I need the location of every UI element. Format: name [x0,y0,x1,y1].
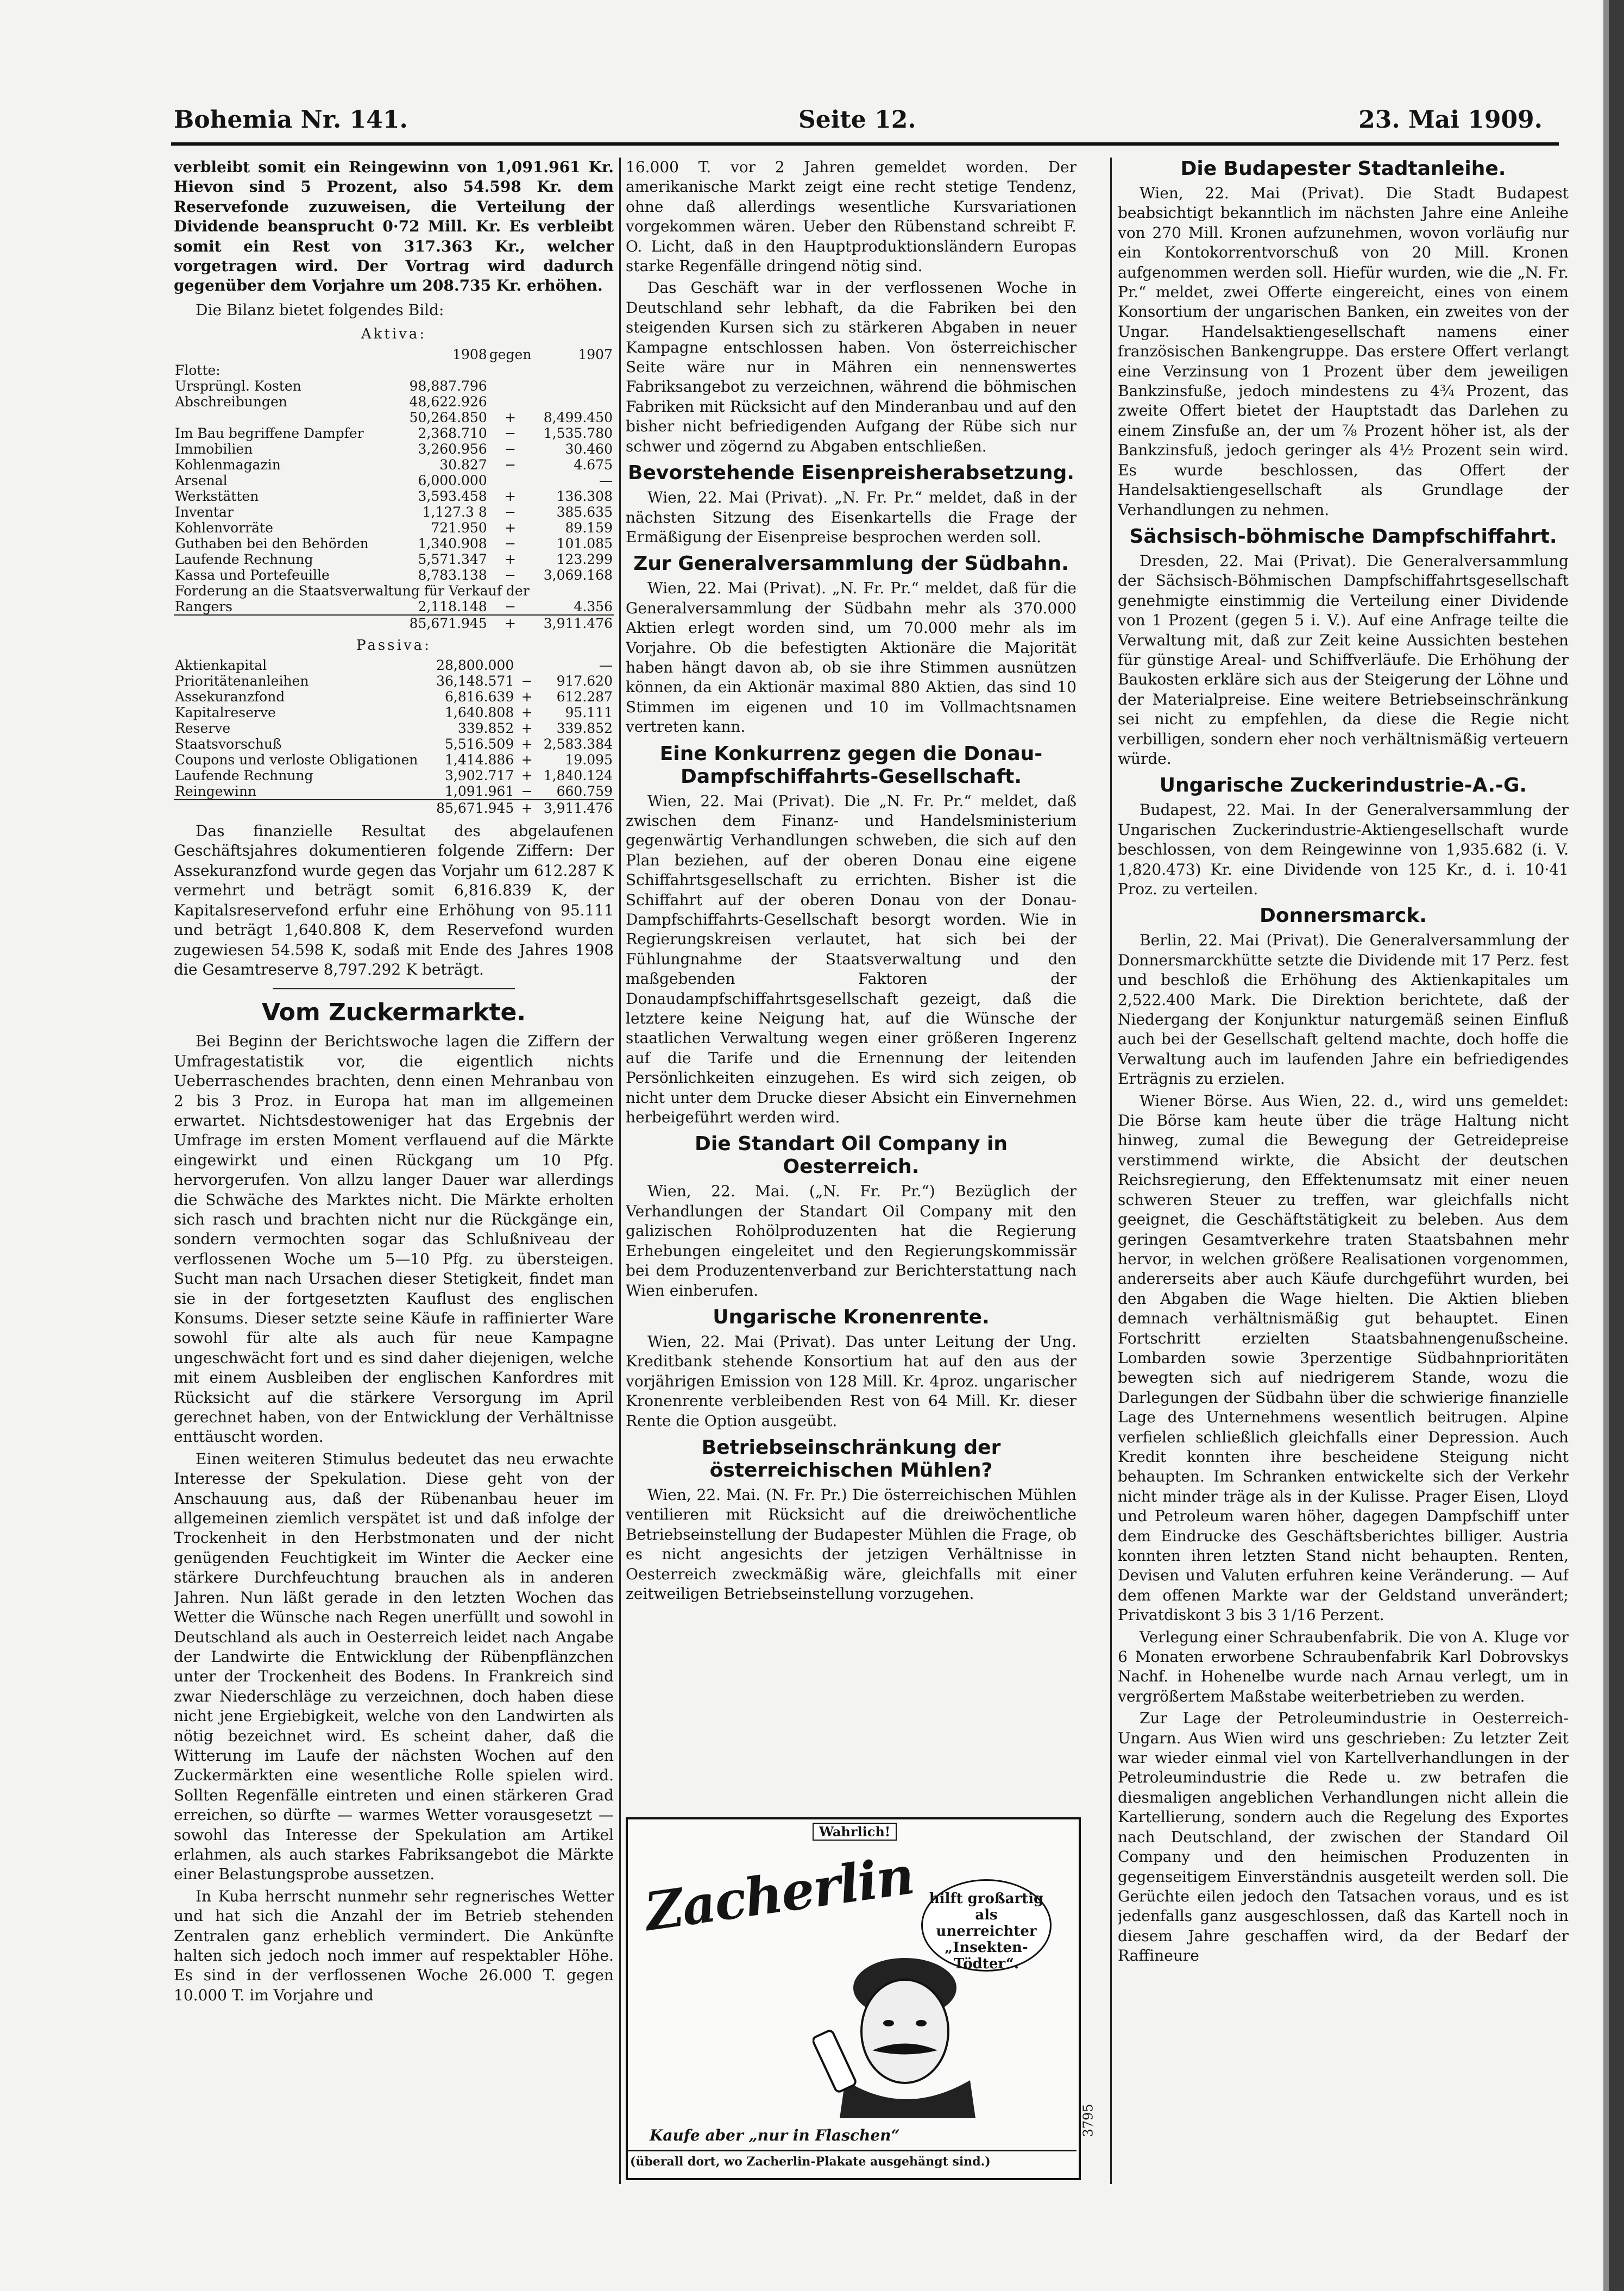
column-separator-1 [619,158,621,2184]
header-date: 23. Mai 1909. [1358,106,1543,134]
balance-value: — [599,657,613,674]
balance-row [174,583,614,599]
balance-sign: − [521,783,533,800]
balance-sign: + [505,488,517,504]
ad-man-illustration [813,1950,986,2118]
balance-label: Arsenal [175,472,228,488]
column-2 [626,158,1077,1809]
aktiva-header-row: 1908 gegen 1907 [452,346,613,362]
balance-row [174,394,614,410]
balance-value: 123.299 [556,551,613,567]
zucker-continued: 16.000 T. vor 2 Jahren gemeldet worden. Der amerikanische Markt zeigt eine recht stetige Tendenz, ohne daß allerdings wesentliche Kursvariationen vorgekommen wären. Ueber den Rübenstand schreibt F. O. Licht, daß in den Hauptproduktionsländern Europas starke Regenfälle dringend nötig sind. [626,158,1077,275]
balance-row [174,457,614,473]
balance-row [174,473,614,488]
balance-value: 50,264.850 [409,409,487,425]
kronenrente-title: Ungarische Kronenrente. [713,1305,990,1328]
passiva-title: Passiva: [356,637,431,654]
balance-sign: − [505,567,517,583]
balance-row [174,768,614,783]
aktiva-pre-rows [174,362,614,425]
balance-sign: + [521,705,533,721]
balance-sign [488,378,533,394]
balance-sign: − [505,441,517,457]
balance-row [174,720,614,736]
balance-value [532,378,614,394]
balance-value: 3,902.717 [445,768,514,784]
muehlen-text: Wien, 22. Mai. (N. Fr. Pr.) Die österreichischen Mühlen ventilieren mit Rücksicht auf die dreiwöchentliche Betriebseinstellung der Budapester Mühlen die Frage, ob es nicht angesichts der jetzigen Verhältnisse in Oesterreich zweckmäßig wäre, gleichfalls mit einer zeitweiligen Betriebseinstellung vorzugehen. [626,1485,1077,1603]
balance-row [174,488,614,504]
page-edge [1609,0,1624,2291]
balance-label: Reingewinn [175,783,257,800]
balance-row [174,567,614,583]
balance-row [174,378,614,394]
balance-value: 5,571.347 [418,551,487,567]
balance-label: Immobilien [175,441,253,457]
balance-value: 1,640.808 [445,705,514,721]
budapest-text: Wien, 22. Mai (Privat). Die Stadt Budapest beabsichtigt bekanntlich im nächsten Jahre eine Anleihe von 270 Mill. Kronen aufzunehmen, wovon vorläufig nur ein Kontokorrentvorschuß von 20 Mill. Kronen aufgenommen werden soll. Hiefür wurden, wie die „N. Fr. Pr.“ meldet, zwei Offerte eingereicht, eines von einem Konsortium der ungarischen Banken, ein zweites von der Ungar. Handelsaktiengesellschaft namens einer französischen Bankengruppe. Das erstere Offert verlangt eine Verzinsung von 1 Prozent über dem jeweiligen Bankzinsfuße, jedoch mindestens zu 4¾ Prozent, das zweite Offert bietet der Hauptstadt das Darlehen zu einem Zinsfuße an, der um ⅞ Prozent höher ist, als der Bankzinsfuß, jedoch geringer als 4½ Prozent sein wird. Es wurde beschlossen, das Offert der Handelsaktiengesellschaft als Grundlage der Verhandlungen zu nehmen. [1118,184,1569,519]
boerse-text: Wiener Börse. Aus Wien, 22. d., wird uns gemeldet: Die Börse kam heute über die träge Haltung nicht hinweg, zumal die Bewegung der Getreidepreise verstimmend wirkte, die Absicht der deutschen Reichsregierung, den Effektenumsatz mit einer neuen schweren Steuer zu treffen, war gleichfalls nicht geeignet, die Geschäftstätigkeit zu beleben. Aus dem geringen Gesamtverkehre traten Staatsbahnen mehr hervor, in welchen größere Realisationen vorgenommen, andererseits aber auch Käufe durchgeführt wurden, bei den Abgaben die Wage hielten. Die Aktien blieben demnach verhältnismäßig gut behauptet. Einen Fortschritt erzielten Staatsbahnengenußscheine. Lombarden sowie 3perzentige Südbahnprioritäten bewegten sich auf niedrigerem Stande, wozu die Darlegungen der Südbahn über die schwierige finanzielle Lage des Unternehmens wesentlich beitrugen. Alpine verfielen schließlich gleichfalls einer Depression. Auch Kredit konnten ihre bescheidene Steigung nicht behaupten. Im Schranken entwickelte sich der Verkehr nicht minder träge als in der Kulisse. Prager Eisen, Lloyd und Petroleum waren höher, dagegen Dampfschiff unter dem Eindrucke des Geschäftsberichtes billiger. Austria konnten ihren letzten Stand nicht behaupten. Renten, Devisen und Valuten erfuhren keine Veränderung. — Auf dem offenen Markte war der Geldstand unverändert; Privatdiskont 3 bis 3 1/16 Perzent. [1118,1091,1569,1624]
balance-value: 4.675 [574,456,613,473]
balance-value: 1,414.886 [445,752,514,768]
balance-value: 6,000.000 [418,472,487,488]
balance-row [174,599,614,615]
balance-sign: + [521,768,533,784]
balance-label: Coupons und verloste Obligationen [175,752,418,768]
balance-value: 339.852 [556,720,613,737]
balance-label: Kapitalreserve [175,705,276,721]
balance-label: Kassa und Portefeuille [175,567,330,583]
ad-slogan: Kaufe aber „nur in Flaschen“ [650,2126,900,2144]
oil-text: Wien, 22. Mai. („N. Fr. Pr.“) Bezüglich der Verhandlungen der Standart Oil Company mit den galizischen Rohölproduzenten hat die Regierung Erhebungen eingeleitet und den Regierungskommissär bei dem Produzentenverband zur Berichterstattung nach Wien einberufen. [626,1182,1077,1300]
balance-value: 4.356 [574,598,613,614]
balance-label: Laufende Rechnung [175,768,313,784]
balance-row [174,673,614,689]
passiva-total-row: 85,671.945 + 3,911.476 [174,800,614,816]
balance-label: Laufende Rechnung [175,551,313,567]
ad-footer-note: (überall dort, wo Zacherlin-Plakate ausgehängt sind.) [626,2150,1077,2172]
balance-value: 6,816.639 [445,689,514,705]
balance-value: 2,368.710 [418,425,487,441]
balance-label: Im Bau begriffene Dampfer [175,425,364,441]
balance-label: Assekuranzfond [175,689,285,705]
balance-row [174,410,614,425]
balance-value: 8,783.138 [418,567,487,583]
balance-value: 8,499.450 [543,409,613,425]
balance-sign: − [505,456,517,473]
aktiva-total-row: 85,671.945 + 3,911.476 [174,615,614,631]
balance-label: Rangers [175,598,232,614]
balance-sign: − [505,425,517,441]
passiva-rows [174,657,614,800]
zucker-paragraph-3: In Kuba herrscht nunmehr sehr regnerisches Wetter und hat sich die Anzahl der im Betrieb stehenden Zentralen ganz erheblich vermindert. Die Ankünfte halten sich jedoch noch immer auf respektabler Höhe. Es sind in der verflossenen Woche 26.000 T. gegen 10.000 T. im Vorjahre und [174,1887,614,2004]
balance-sign: + [521,689,533,705]
balance-row [174,689,614,705]
zucker-title: Vom Zuckermarkte. [261,999,526,1027]
bilanz-intro: Die Bilanz bietet folgendes Bild: [196,300,444,319]
balance-value: 1,127.3 8 [422,504,487,520]
oil-title: Die Standart Oil Company in Oesterreich. [695,1133,1008,1178]
balance-label: Guthaben bei den Behörden [175,535,369,551]
eisen-title: Bevorstehende Eisenpreisherabsetzung. [628,462,1074,485]
column-3 [1118,158,1569,2184]
zuckerindustrie-title: Ungarische Zuckerindustrie-A.-G. [1159,774,1527,797]
balance-value: 136.308 [556,488,613,504]
balance-label: Inventar [175,504,234,520]
ad-code: 3795 [1080,2104,1096,2137]
balance-label: Aktienkapital [175,657,267,674]
balance-value: 721.950 [431,519,487,536]
balance-sign: − [521,673,533,689]
page-header [174,106,1559,144]
balance-value: 612.287 [556,689,613,705]
balance-label: Kohlenvorräte [175,519,273,536]
schraubenfabrik-text: Verlegung einer Schraubenfabrik. Die von A. Kluge vor 6 Monaten erworbene Schraubenfabrik Karl Dobrovskys Nachf. in Hohenelbe wurde nach Arnau verlegt, um in vergrößertem Maßstabe weiterbetrieben zu werden. [1118,1628,1569,1705]
balance-value: 48,622.926 [409,393,487,410]
balance-row [174,736,614,752]
balance-label: Ursprüngl. Kosten [175,378,301,394]
balance-value: 385.635 [556,504,613,520]
zucker-paragraph-2: Einen weiteren Stimulus bedeutet das neu erwachte Interesse der Spekulation. Diese geht von der Anschauung aus, daß der Rübenanbau heuer im allgemeinen ziemlich verspätet ist und daß infolge der Trockenheit in den Herbstmonaten und der nicht genügenden Feuchtigkeit im Winter die Aecker eine stärkere Durchfeuchtung brauchen als in anderen Jahren. Nun läßt gerade in den letzten Wochen das Wetter die Wünsche nach Regen unerfüllt und sowohl in Deutschland als auch in Oesterreich leidet nach Angabe der Landwirte die Entwicklung der Rübenpflänzchen unter der Trockenheit des Bodens. In Frankreich sind zwar Niederschläge zu verzeichnen, doch haben diese nicht jene Ergiebigkeit, welche von den Landwirten als nötig bezeichnet wird. Es scheint daher, daß die Witterung im Laufe der nächsten Wochen auf den Zuckermärkten eine wesentliche Rolle spielen wird. Sollten Regenfälle eintreten und einen stärkeren Grad erreichen, so dürfte — warmes Wetter vorausgesetzt — sowohl das Interesse der Spekulation am Artikel erlahmen, als auch starkes Fabriksangebot die Märkte einer Belastungsprobe aussetzen. [174,1449,614,1884]
donnersmarck-title: Donnersmarck. [1260,905,1427,927]
balance-value: 1,340.908 [418,535,487,551]
balance-sign: − [505,535,517,551]
donnersmarck-text: Berlin, 22. Mai (Privat). Die Generalversammlung der Donnersmarckhütte setzte die Dividende mit 17 Perz. fest und beschloß die Erhöhung des Aktienkapitales um 2,522.400 Mark. Die Direktion berichtete, daß der Niedergang der Konjunktur naturgemäß seinen Einfluß auch bei der Gesellschaft geltend machte, doch hoffe die Verwaltung auch im laufenden Jahre ein befriedigendes Erträgnis zu erzielen. [1118,931,1569,1088]
ad-logo: Zacherlin [641,1844,917,1943]
balance-label: Forderung an die Staatsverwaltung für Verkauf der [175,582,530,599]
balance-label: Staatsvorschuß [175,736,282,752]
passiva-table [174,657,614,816]
balance-label: Flotte: [175,362,221,378]
balance-label: Reserve [175,720,231,737]
balance-label: Werkstätten [175,488,259,504]
balance-sign: + [505,519,517,536]
ad-speech-bubble: hilft großartig als unerreichter „Insekten-Tödter“. [921,1879,1052,1972]
balance-row [174,362,614,378]
balance-value: 2,583.384 [543,736,613,752]
balance-row [174,441,614,457]
aktiva-rows [174,425,614,615]
balance-value: 917.620 [556,673,613,689]
balance-value: 660.759 [556,783,613,800]
donau-title: Eine Konkurrenz gegen die Donau-Dampfschiffahrts-Gesellschaft. [659,742,1043,788]
balance-value: 19.095 [565,752,613,768]
balance-value: 2,118.148 [418,598,487,614]
balance-label: Kohlenmagazin [175,456,281,473]
balance-value: 3,260.956 [418,441,487,457]
zuckerindustrie-text: Budapest, 22. Mai. In der Generalversammlung der Ungarischen Zuckerindustrie-Aktiengesellschaft wurde beschlossen, von dem Reingewinne von 1,935.682 (i. V. 1,820.473) Kr. eine Dividende von 125 Kr., d. i. 10·41 Proz. zu verteilen. [1118,801,1569,898]
balance-value: 1,091.961 [445,783,514,800]
balance-value: 1,535.780 [543,425,613,441]
balance-sign [488,394,533,410]
balance-row [174,504,614,520]
balance-label: Abschreibungen [175,393,287,410]
balance-row [174,520,614,536]
balance-value: 36,148.571 [436,673,514,689]
aktiva-title: Aktiva: [361,326,427,343]
balance-sign: + [521,720,533,737]
balance-value: 28,800.000 [436,657,514,674]
balance-sign: + [521,736,533,752]
balance-value: 1,840.124 [543,768,613,784]
balance-value: 3,069.168 [543,567,613,583]
column-1 [174,158,614,2184]
aktiva-table [174,347,614,631]
budapest-title: Die Budapester Stadtanleihe. [1180,158,1506,180]
balance-value: 3,593.458 [418,488,487,504]
balance-sign: + [505,551,517,567]
suedbahn-title: Zur Generalversammlung der Südbahn. [633,553,1069,575]
balance-value: 95.111 [565,705,613,721]
suedbahn-text: Wien, 22. Mai (Privat). „N. Fr. Pr.“ meldet, daß für die Generalversammlung der Südbahn mehr als 370.000 Aktien erlegt worden sind, um 70.000 mehr als im Vorjahre. Ob die befestigten Aktionäre die Majorität haben hängt davon ab, ob sie ihre Stimmen ausnützen können, da ein Aktionär maximal 880 Aktien, das sind 10 Stimmen im eigenen und 10 im Vollmachtsnamen vertreten kann. [626,579,1077,736]
header-page-number: Seite 12. [798,106,916,134]
balance-value: 339.852 [457,720,514,737]
balance-sign [515,657,539,673]
ad-top-label: Wahrlich! [813,1823,897,1841]
balance-row [174,536,614,551]
header-publication: Bohemia Nr. 141. [174,106,408,134]
financial-result: Das finanzielle Resultat des abgelaufenen Geschäftsjahres dokumentieren folgende Ziffern: Der Assekuranzfond wurde gegen das Vorjahr um 612.287 K vermehrt und beträgt somit 6,816.839 K, der Kapitalsreservefond erfuhr eine Erhöhung von 95.111 und beträgt 1,640.808 K, dem Reservefond wurden zugewiesen 54.598 K, sodaß mit Ende des Jahres 1908 die Gesamtreserve 8,797.292 K beträgt. [174,822,614,978]
section-divider [273,988,515,989]
dampfschiff-text: Dresden, 22. Mai (Privat). Die Generalversammlung der Sächsisch-Böhmischen Dampfschiffahrtsgesellschaft genehmigte einstimmig die Verteilung einer Dividende von 1 Prozent (gegen 5 i. V.). Auf eine Anfrage teilte die Verwaltung mit, daß zur Zeit keine Aussichten bestehen für günstige Areal- und Schiffverläufe. Die Erhöhung der Baukosten erkläre sich aus der Steigerung der Löhne und der Materialpreise. Eine weitere Betriebseinschränkung sei nicht zu empfehlen, da diese die Regie nicht verbilligen, sondern eher noch verhältnismäßig verteuern würde. [1118,551,1569,768]
balance-value: 98,887.796 [409,378,487,394]
balance-row [174,783,614,800]
dampfschiff-title: Sächsisch-böhmische Dampfschiffahrt. [1129,525,1557,548]
balance-value: — [599,472,613,488]
balance-value [532,394,614,410]
petroleum-text: Zur Lage der Petroleumindustrie in Oesterreich-Ungarn. Aus Wien wird uns geschrieben: Zu letzter Zeit war wieder einmal viel von Kartellverhandlungen in der Petroleumindustrie die Rede u. zw betrafen die diesmaligen angeblichen Verhandlungen nicht allein die Kartellierung, sondern auch die Regelung des Exportes nach Deutschland, der zwischen der Standard Oil Company und den heimischen Produzenten in gegenseitigem Einverständnis ausgeteilt werden soll. Die Gerüchte eilen jedoch den Tatsachen voraus, und es ist jedenfalls ganz ausgeschlossen, daß das Kartell noch in diesem Jahre geschaffen wird, da der Bedarf der Raffineure [1118,1709,1569,1965]
balance-sign [488,473,533,488]
balance-row [174,551,614,567]
balance-value: 89.159 [565,519,613,536]
balance-sign: + [521,752,533,768]
column-separator-2 [1110,158,1112,2184]
balance-row [174,705,614,720]
balance-label [174,410,397,425]
zucker-paragraph-1: Bei Beginn der Berichtswoche lagen die Ziffern der Umfragestatistik vor, die eigentlich nichts Ueberraschendes brachten, denn einen Mehranbau von 2 bis 3 Proz. in Europa hat man im allgemeinen erwartet. Nichtsdestoweniger hat das Ergebnis der Umfrage im ersten Moment verflauend auf die Märkte eingewirkt und einen Rückgang um 10 Pfg. hervorgerufen. Von allzu langer Dauer war allerdings die Schwäche des Marktes nicht. Die Märkte erholten sich rasch und brachten nicht nur die Rückgänge ein, sondern vermochten sogar das Schlußniveau der verflossenen Woche um 5—10 Pfg. zu übersteigen. Sucht man nach Ursachen dieser Stetigkeit, findet man sie in der fortgesetzten Kauflust des englischen Konsums. Dieser setzte seine Käufe in raffinierter Ware sowohl für alte als auch für neue Kampagne ungeschwächt fort und es sind daher diejenigen, welche mit einem Ausbleiben der englischen Kanfordres mit Rücksicht auf die stärkere Versorgung im April gerechnet haben, von der Entwicklung der Verhältnisse enttäuscht worden. [174,1032,614,1446]
header-rule [171,142,1559,146]
balance-value: 30.460 [565,441,613,457]
kronenrente-text: Wien, 22. Mai (Privat). Das unter Leitung der Ung. Kreditbank stehende Konsortium hat auf den aus der vorjährigen Emission von 128 Mill. Kr. 4proz. ungarischer Kronenrente verbleibenden Rest von 64 Mill. Kr. dieser Rente die Option ausgeübt. [626,1332,1077,1430]
balance-value: 5,516.509 [445,736,514,752]
balance-label: Prioritätenanleihen [175,673,309,689]
article-intro: verbleibt somit ein Reingewinn von 1,091.961 Kr. Hievon sind 5 Prozent, also 54.598 Kr. dem Reservefonde zuzuweisen, die Verteilung der Dividende beansprucht 0·72 Mill. Kr. Es verbleibt somit ein Rest von 317.363 Kr., welcher vorgetragen wird. Der Vortrag wird dadurch gegenüber dem Vorjahre um 208.735 Kr. erhöhen. [174,158,614,295]
eisen-text: Wien, 22. Mai (Privat). „N. Fr. Pr.“ meldet, daß in der nächsten Sitzung des Eisenkartells die Frage der Ermäßigung der Eisenpreise besprochen werden soll. [626,488,1077,546]
balance-value: 30.827 [439,456,487,473]
balance-row [174,425,614,441]
balance-sign: + [505,409,517,425]
muehlen-title: Betriebseinschränkung der österreichischen Mühlen? [701,1436,1001,1482]
balance-row [174,752,614,768]
zucker-continued-2: Das Geschäft war in der verflossenen Woche in Deutschland sehr lebhaft, da die Fabriken bei den steigenden Kursen sich zu stärkeren Abgaben in neuer Kampagne entschlossen haben. Von österreichischer Seite wäre nur in Mähren ein nennenswertes Fabriksangebot zu verzeichnen, während die böhmischen Fabriken mit Rücksicht auf den Minderanbau und auf den bisher nicht befriedigenden Aufgang der Rübe sich nur schwer und zögernd zu Abgaben entschließen. [626,279,1077,455]
zacherlin-advertisement [626,1817,1096,2180]
balance-value: 101.085 [556,535,613,551]
page-edge-shadow [1603,0,1609,2291]
donau-text: Wien, 22. Mai (Privat). Die „N. Fr. Pr.“ meldet, daß zwischen dem Finanz- und Handelsministerium gegenwärtig Verhandlungen schweben, die sich auf den Plan beziehen, auf der oberen Donau eine eigene Schiffahrtsgesellschaft zu errichten. Bisher ist die Schiffahrt auf der oberen Donau von der Donau-Dampfschiffahrts-Gesellschaft besorgt worden. Wie in Regierungskreisen verlautet, hat sich bei der Fühlungnahme der Staatsverwaltung und den maßgebenden Faktoren der Donaudampfschiffahrtsgesellschaft gezeigt, daß die letztere keine Neigung hat, auf die Wünsche der staatlichen Verwaltung wegen einer größeren Ingerenz auf die Tarife und die Ernennung der leitenden Persönlichkeiten einzugehen. Es wird sich zeigen, ob nicht unter dem Drucke dieser Absicht ein Einvernehmen herbeigeführt werden wird. [626,792,1077,1127]
balance-sign: − [505,598,517,614]
balance-sign: − [505,504,517,520]
balance-row [174,657,614,673]
